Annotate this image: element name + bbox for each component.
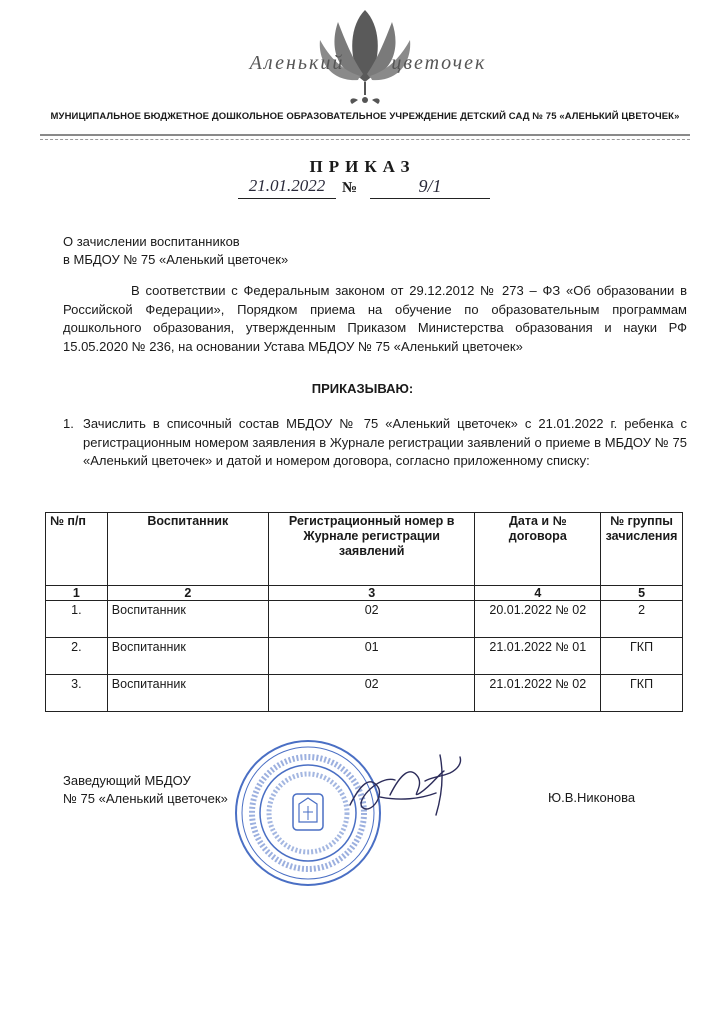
- subject-line-1: О зачислении воспитанников: [63, 234, 240, 249]
- signatory-name: Ю.В.Никонова: [548, 790, 636, 805]
- cell-number: 3.: [46, 675, 108, 712]
- signatory-position: [63, 772, 228, 808]
- subject-line-2: в МБДОУ № 75 «Аленький цветочек»: [63, 252, 289, 267]
- index-cell: 4: [475, 586, 601, 601]
- col-header-child: Воспитанник: [107, 513, 268, 586]
- table-row: [46, 601, 683, 638]
- cell-contract: 21.01.2022 № 01: [475, 638, 601, 675]
- cell-registration: 01: [268, 638, 475, 675]
- col-header-group: № группы зачисления: [601, 513, 683, 586]
- cell-child: Воспитанник: [107, 675, 268, 712]
- header-divider: [40, 134, 690, 136]
- cell-contract: 20.01.2022 № 02: [475, 601, 601, 638]
- index-cell: 5: [601, 586, 683, 601]
- cell-number: 2.: [46, 638, 108, 675]
- number-sign: №: [342, 180, 358, 196]
- cell-registration: 02: [268, 601, 475, 638]
- order-date: 21.01.2022: [238, 176, 336, 199]
- cell-group: ГКП: [601, 638, 683, 675]
- cell-child: Воспитанник: [107, 638, 268, 675]
- order-heading: ПРИКАЗЫВАЮ:: [311, 381, 414, 396]
- position-line-2: № 75 «Аленький цветочек»: [63, 791, 228, 806]
- cell-number: 1.: [46, 601, 108, 638]
- table-row: [46, 675, 683, 712]
- col-header-number: № п/п: [46, 513, 108, 586]
- col-header-contract: Дата и № договора: [475, 513, 601, 586]
- index-cell: 3: [268, 586, 475, 601]
- item-text: Зачислить в списочный состав МБДОУ № 75 «Аленький цветочек» с 21.01.2022 г. ребенка с регистрационным номером заявления в Журнале регистрации заявлений о приеме в МБДОУ № 75 «Аленький цветочек» и датой и номером договора, согласно приложенному списку:: [83, 416, 687, 468]
- header-divider-dashed: [40, 139, 690, 140]
- order-subject: [63, 233, 288, 269]
- cell-registration: 02: [268, 675, 475, 712]
- logo-text: Аленький цветочек: [249, 52, 487, 74]
- col-header-registration: Регистрационный номер в Журнале регистрации заявлений: [268, 513, 475, 586]
- table-header-row: [46, 513, 683, 586]
- organization-name: МУНИЦИПАЛЬНОЕ БЮДЖЕТНОЕ ДОШКОЛЬНОЕ ОБРАЗОВАТЕЛЬНОЕ УЧРЕЖДЕНИЕ ДЕТСКИЙ САД № 75 «АЛЕНЬКИЙ ЦВЕТОЧЕК»: [50, 111, 680, 122]
- preamble: [63, 282, 687, 356]
- order-item: [63, 415, 687, 471]
- position-line-1: Заведующий МБДОУ: [63, 773, 191, 788]
- handwritten-signature: [340, 735, 470, 835]
- index-cell: 2: [107, 586, 268, 601]
- preamble-text: В соответствии с Федеральным законом от 29.12.2012 № 273 – ФЗ «Об образовании в Российской Федерации», Порядком приема на обучение по образовательным программам дошкольного образования, утвержденным Приказом Министерства образования и науки РФ 15.05.2020 № 236, на основании Устава МБДОУ № 75 «Аленький цветочек»: [63, 283, 687, 354]
- table-index-row: [46, 586, 683, 601]
- enrollment-table: [45, 512, 683, 712]
- order-number: 9/1: [370, 176, 490, 199]
- cell-child: Воспитанник: [107, 601, 268, 638]
- index-cell: 1: [46, 586, 108, 601]
- cell-group: ГКП: [601, 675, 683, 712]
- cell-group: 2: [601, 601, 683, 638]
- cell-contract: 21.01.2022 № 02: [475, 675, 601, 712]
- item-number: 1.: [63, 416, 74, 431]
- document-title: ПРИКАЗ: [309, 157, 416, 176]
- table-row: [46, 638, 683, 675]
